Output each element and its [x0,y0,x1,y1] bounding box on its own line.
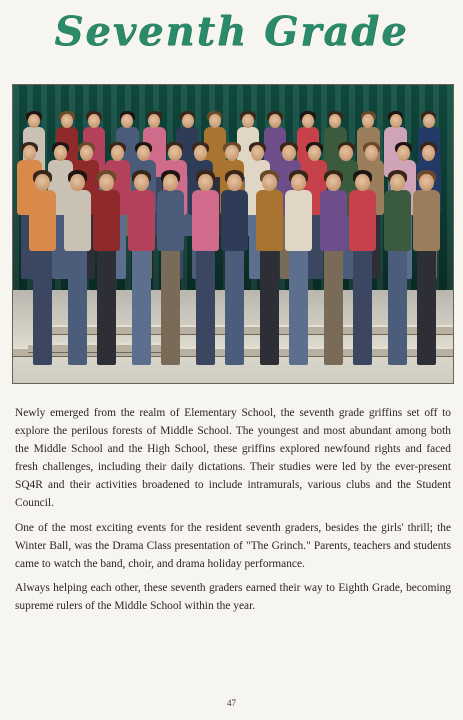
paragraph-events: One of the most exciting events for the resident seventh graders, besides the girls' thrill; the Winter Ball, was the Drama Class presentation of "The Grinch." Parents, teachers and students came to watch the band, choir, and drama holiday performance. [15,521,451,570]
paragraph-intro: Newly emerged from the realm of Elementary School, the seventh grade griffins set off to explore the perilous forests of Middle School. The youngest and most abundant among both the Middle School and the High School, these griffins explored newfound rights and faced fresh challenges, including their daily dictations. Their studies were led by the ever-present SQ4R and their activities broadened to include intramurals, various clubs and the Student Council. [15,407,451,510]
paragraph-closing: Always helping each other, these seventh graders earned their way to Eighth Grade, becoming supreme rulers of the Middle School within the year. [15,581,451,612]
class-group-photo [12,84,454,384]
page-title: Seventh Grade [54,8,409,55]
article-text [15,404,451,621]
students-group [13,85,453,383]
page-number: 47 [227,698,236,708]
